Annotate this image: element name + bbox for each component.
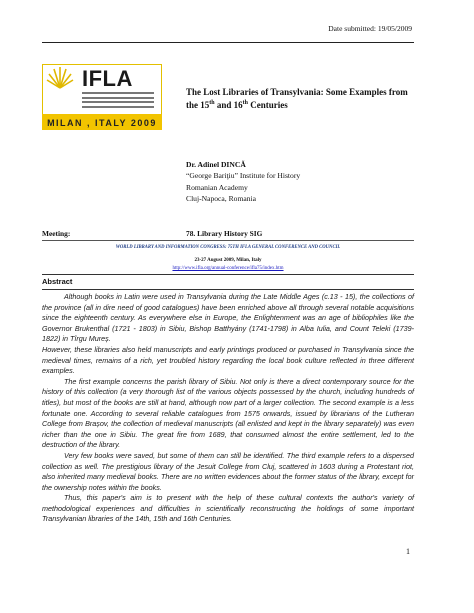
meeting-label: Meeting: (42, 229, 71, 238)
congress-title: WORLD LIBRARY AND INFORMATION CONGRESS: 75TH IFLA GENERAL CONFERENCE AND COUNCIL (115, 245, 341, 250)
sunburst-icon (45, 66, 75, 90)
abstract-divider-bottom (42, 289, 414, 290)
logo-city: MILAN , ITALY 2009 (47, 118, 157, 128)
meeting-value: 78. Library History SIG (186, 229, 263, 238)
meeting-divider (42, 240, 414, 241)
abstract-body (42, 292, 414, 525)
abstract-paragraph-1: Although books in Latin were used in Transylvania during the Late Middle Ages (c.13 - 15), the collections of the province (all in dire need of good catalogues) have been enriched above all through several notable acquisitions since the eighteenth century. As everywhere else in Europe, the Enlightenment was an age of bibliophiles like the Governor Brukenthal (1721 - 1803) in Sibiu, Bishop Batthyány (1741-1798) in Alba Iulia, and Count Teleki (1739-1822) in Tîrgu Mureș. (42, 292, 414, 344)
title-part-b: and 16 (214, 100, 243, 111)
author-academy: Romanian Academy (186, 182, 248, 192)
author-institute: “George Bariţiu” Institute for History (186, 171, 301, 181)
date-submitted: Date submitted: 19/05/2009 (328, 24, 412, 33)
logo-wordmark: IFLA (82, 66, 133, 91)
title-sup-1: th (209, 100, 215, 107)
title-part-c: Centuries (247, 100, 288, 111)
abstract-paragraph-2: However, these libraries also held manuscripts and early printings produced or purchased in Transylvania since the medieval times, remains of a rich, yet troubled history regarding the local book culture reflected in three different examples. (42, 344, 414, 376)
paper-title (186, 86, 418, 112)
logo-subtitle-lines (82, 92, 154, 110)
author-city: Cluj-Napoca, Romania (186, 194, 257, 204)
title-line-1: The Lost Libraries of Transylvania: Some Examples from (186, 87, 408, 97)
abstract-heading: Abstract (42, 277, 73, 286)
header-divider (42, 42, 414, 43)
author-block (186, 159, 300, 205)
page-number: 1 (406, 547, 410, 556)
title-part-a: the 15 (186, 100, 210, 111)
title-sup-2: th (242, 100, 248, 107)
abstract-divider-top (42, 274, 414, 275)
author-name: Dr. Adinel DINCĂ (186, 160, 246, 169)
abstract-paragraph-5: Thus, this paper's aim is to present with the help of these cultural contexts the author's variety of methodological experiences and difficulties in scientifically reconstructing the holdings of some important Transylvanian libraries of the 14th, 15th and 16th Centuries. (42, 493, 414, 524)
abstract-paragraph-3: The first example concerns the parish library of Sibiu. Not only is there a direct contemporary source for the history of this collection (a very thorough list of the various objects possessed by the church, including hundreds of titles), but most of the books are still at hand, although now part of a larger collection. The second example is a less fortunate one. According to several reliable catalogues from 1575 onwards, issued by librarians of the Lutheran College from Brașov, the collection of medieval manuscripts (all enlisted and kept in the library separately) was even richer than the one in Sibiu. The great fire from 1689, that consumed almost the entire settlement, led to the destruction of the library. (42, 376, 414, 450)
ifla-logo (42, 64, 162, 130)
congress-url-link[interactable]: http://www.ifla.org/annual-conference/ifla75/index.htm (172, 266, 284, 271)
abstract-paragraph-4: Very few books were saved, but some of them can still be identified. The third example refers to a dispersed collection as well. The prestigious library of the Jesuit College from Cluj, scattered in 1603 during a Protestant riot, also inherited many medieval books. There are no written evidences about the former status of the library, except for the ownership notes within the books. (42, 450, 414, 492)
congress-dates: 23-27 August 2009, Milan, Italy (194, 258, 262, 263)
